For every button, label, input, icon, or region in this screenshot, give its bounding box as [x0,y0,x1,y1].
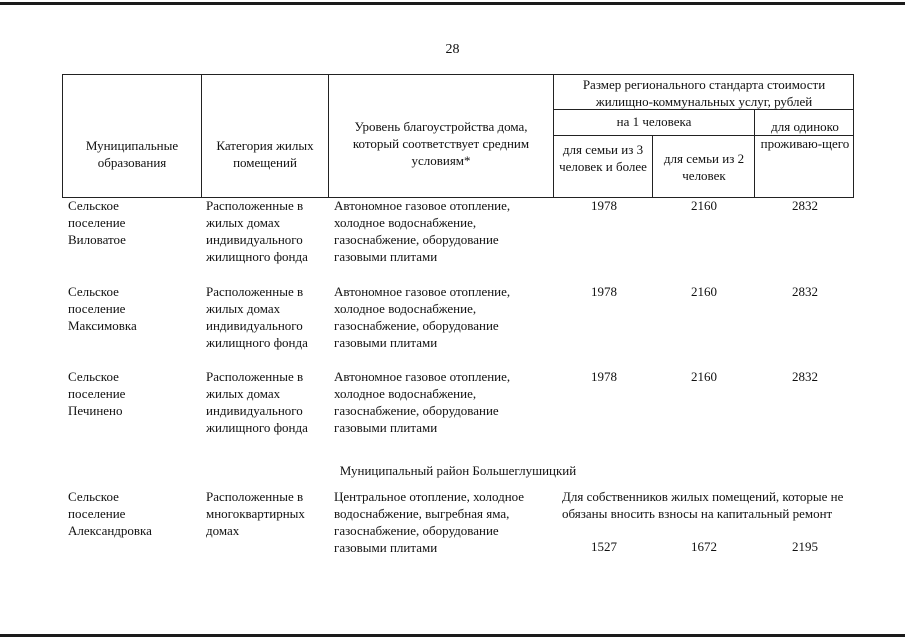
bottom-border-line [0,634,905,637]
row-level: Автономное газовое отопление, холодное водоснабжение, газоснабжение, оборудование газовыми плитами [334,369,511,435]
row-value-family2: 1672 [691,539,717,554]
header-family3: для семьи из 3 человек и более [559,142,647,174]
row-value-family2: 2160 [691,198,717,213]
row-value-single: 2832 [792,369,818,384]
row-municipality: Сельское поселение Максимовка [68,284,137,333]
row-value-family3: 1978 [591,198,617,213]
row-value-family3: 1527 [591,539,617,554]
header-per-person: на 1 человека [616,114,692,129]
row-value-single: 2832 [792,284,818,299]
row-municipality: Сельское поселение Виловатое [68,198,126,247]
row-value-family3: 1978 [591,369,617,384]
row-note: Для собственников жилых помещений, которые не обязаны вносить взносы на капитальный ремонт [562,489,844,521]
row-category: Расположенные в жилых домах индивидуального жилищного фонда [206,198,308,264]
page-number: 28 [445,42,460,57]
row-municipality: Сельское поселение Александровка [68,489,152,538]
row-category: Расположенные в многоквартирных домах [206,489,305,538]
header-category: Категория жилых помещений [216,138,314,170]
row-level: Автономное газовое отопление, холодное водоснабжение, газоснабжение, оборудование газовыми плитами [334,198,511,264]
row-value-family3: 1978 [591,284,617,299]
header-level: Уровень благоустройства дома, который соответствует средним условиям* [352,119,530,168]
district-heading: Муниципальный район Большеглушицкий [339,463,577,478]
row-level: Автономное газовое отопление, холодное водоснабжение, газоснабжение, оборудование газовыми плитами [334,284,511,350]
header-standard: Размер регионального стандарта стоимости жилищно-коммунальных услуг, рублей [582,77,826,109]
header-municipality: Муниципальные образования [85,138,179,170]
top-border-line [0,2,905,5]
row-category: Расположенные в жилых домах индивидуального жилищного фонда [206,284,308,350]
row-value-single: 2832 [792,198,818,213]
row-value-family2: 2160 [691,284,717,299]
header-family2: для семьи из 2 человек [663,151,745,183]
row-level: Центральное отопление, холодное водоснабжение, выгребная яма, газоснабжение, оборудование газовыми плитами [334,489,525,555]
header-single: для одиноко проживаю-щего [760,119,850,151]
row-municipality: Сельское поселение Печинено [68,369,126,418]
row-value-single: 2195 [792,539,818,554]
row-value-family2: 2160 [691,369,717,384]
row-category: Расположенные в жилых домах индивидуального жилищного фонда [206,369,308,435]
